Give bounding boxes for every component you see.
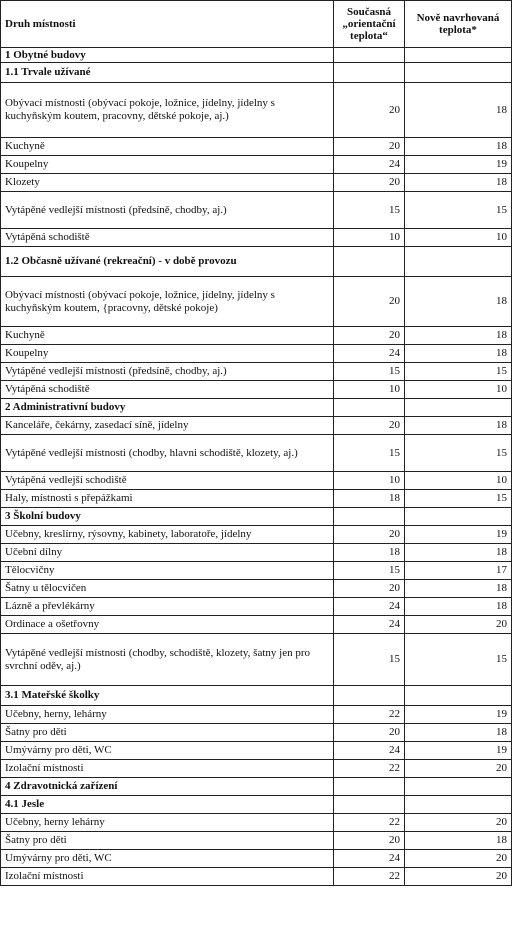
- current-temperature-cell: 15: [334, 562, 405, 580]
- section-title: 4.1 Jesle: [1, 796, 334, 814]
- room-type-cell: Lázně a převlékárny: [1, 598, 334, 616]
- room-type-cell: Šatny pro děti: [1, 724, 334, 742]
- current-temperature-cell: 22: [334, 760, 405, 778]
- table-row: [1, 634, 512, 686]
- room-type-cell: Obývací místnosti (obývací pokoje, ložnice, jídelny, jídelny s kuchyňským koutem, pracovny, dětské pokoje, aj.): [1, 83, 334, 138]
- table-row: [1, 742, 512, 760]
- section-row: [1, 48, 512, 63]
- current-temperature-cell: 10: [334, 472, 405, 490]
- room-type-cell: Vytápěná schodiště: [1, 229, 334, 247]
- room-type-cell: Vytápěné vedlejší místnosti (chodby, hlavni schodiště, klozety, aj.): [1, 435, 334, 472]
- current-temperature-cell: 20: [334, 138, 405, 156]
- proposed-temperature-cell: 20: [405, 814, 512, 832]
- section-row: [1, 63, 512, 83]
- table-row: [1, 327, 512, 345]
- room-type-cell: Umývárny pro děti, WC: [1, 850, 334, 868]
- current-temperature-cell: 20: [334, 724, 405, 742]
- proposed-temperature-cell: [405, 48, 512, 63]
- room-type-cell: Vytápěné vedlejší místnosti (chodby, schodiště, klozety, šatny jen pro svrchní oděv, aj.): [1, 634, 334, 686]
- current-temperature-cell: 20: [334, 277, 405, 327]
- proposed-temperature-cell: 20: [405, 868, 512, 886]
- table-row: [1, 706, 512, 724]
- room-type-cell: Izolační místnosti: [1, 868, 334, 886]
- room-type-cell: Vytápěná vedlejší schodiště: [1, 472, 334, 490]
- current-temperature-cell: 15: [334, 435, 405, 472]
- column-header-room-type: Druh místnosti: [1, 1, 334, 48]
- proposed-temperature-cell: [405, 247, 512, 277]
- table-row: [1, 192, 512, 229]
- current-temperature-cell: 20: [334, 174, 405, 192]
- room-type-cell: Vytápěné vedlejší místnosti (předsíně, chodby, aj.): [1, 363, 334, 381]
- table-row: [1, 472, 512, 490]
- proposed-temperature-cell: 19: [405, 526, 512, 544]
- table-row: [1, 850, 512, 868]
- current-temperature-cell: 24: [334, 156, 405, 174]
- table-row: [1, 83, 512, 138]
- proposed-temperature-cell: 15: [405, 490, 512, 508]
- room-type-cell: Učební dílny: [1, 544, 334, 562]
- room-type-cell: Ordinace a ošetřovny: [1, 616, 334, 634]
- proposed-temperature-cell: 18: [405, 174, 512, 192]
- current-temperature-cell: 18: [334, 490, 405, 508]
- section-title: 3 Školní budovy: [1, 508, 334, 526]
- proposed-temperature-cell: 15: [405, 363, 512, 381]
- proposed-temperature-cell: 18: [405, 832, 512, 850]
- room-type-cell: Obývací místnosti (obývací pokoje, ložnice, jídelny, jídelny s kuchyňským koutem, {pracovny, dětské pokoje): [1, 277, 334, 327]
- proposed-temperature-cell: [405, 63, 512, 83]
- table-row: [1, 345, 512, 363]
- room-type-cell: Koupelny: [1, 345, 334, 363]
- proposed-temperature-cell: 18: [405, 598, 512, 616]
- current-temperature-cell: [334, 508, 405, 526]
- proposed-temperature-cell: 20: [405, 850, 512, 868]
- proposed-temperature-cell: [405, 399, 512, 417]
- proposed-temperature-cell: 15: [405, 634, 512, 686]
- current-temperature-cell: 10: [334, 381, 405, 399]
- proposed-temperature-cell: 10: [405, 381, 512, 399]
- room-type-cell: Šatny pro děti: [1, 832, 334, 850]
- proposed-temperature-cell: 19: [405, 706, 512, 724]
- table-body: [1, 48, 512, 886]
- current-temperature-cell: [334, 796, 405, 814]
- table-row: [1, 562, 512, 580]
- table-row: [1, 724, 512, 742]
- current-temperature-cell: 20: [334, 580, 405, 598]
- room-type-cell: Koupelny: [1, 156, 334, 174]
- current-temperature-cell: 18: [334, 544, 405, 562]
- proposed-temperature-cell: 18: [405, 327, 512, 345]
- table-row: [1, 490, 512, 508]
- table-row: [1, 544, 512, 562]
- proposed-temperature-cell: 20: [405, 760, 512, 778]
- current-temperature-cell: 22: [334, 706, 405, 724]
- current-temperature-cell: 24: [334, 742, 405, 760]
- proposed-temperature-cell: 20: [405, 616, 512, 634]
- current-temperature-cell: [334, 778, 405, 796]
- current-temperature-cell: 10: [334, 229, 405, 247]
- current-temperature-cell: 20: [334, 83, 405, 138]
- table-row: [1, 814, 512, 832]
- section-row: [1, 247, 512, 277]
- table-row: [1, 580, 512, 598]
- current-temperature-cell: 20: [334, 832, 405, 850]
- current-temperature-cell: 22: [334, 814, 405, 832]
- proposed-temperature-cell: [405, 508, 512, 526]
- room-type-cell: Kuchyně: [1, 138, 334, 156]
- current-temperature-cell: 15: [334, 634, 405, 686]
- room-type-cell: Učebny, herny, lehárny: [1, 706, 334, 724]
- current-temperature-cell: 20: [334, 526, 405, 544]
- section-title: 3.1 Mateřské školky: [1, 686, 334, 706]
- section-title: 1.2 Občasně užívané (rekreační) - v době provozu: [1, 247, 334, 277]
- section-title: 4 Zdravotnická zařízení: [1, 778, 334, 796]
- table-row: [1, 229, 512, 247]
- table-row: [1, 598, 512, 616]
- table-row: [1, 138, 512, 156]
- proposed-temperature-cell: 18: [405, 138, 512, 156]
- section-title: 1 Obytné budovy: [1, 48, 334, 63]
- current-temperature-cell: [334, 686, 405, 706]
- current-temperature-cell: 24: [334, 850, 405, 868]
- header-row: [1, 1, 512, 48]
- table-row: [1, 156, 512, 174]
- room-type-cell: Haly, místnosti s přepážkami: [1, 490, 334, 508]
- proposed-temperature-cell: 19: [405, 742, 512, 760]
- proposed-temperature-cell: 18: [405, 417, 512, 435]
- room-type-cell: Učebny, herny lehárny: [1, 814, 334, 832]
- table-row: [1, 381, 512, 399]
- room-type-cell: Kuchyně: [1, 327, 334, 345]
- column-header-proposed-temperature: Nově navrhovaná teplota*: [405, 1, 512, 48]
- current-temperature-cell: [334, 48, 405, 63]
- table-row: [1, 832, 512, 850]
- section-title: 2 Administrativní budovy: [1, 399, 334, 417]
- table-row: [1, 616, 512, 634]
- table-row: [1, 363, 512, 381]
- current-temperature-cell: 22: [334, 868, 405, 886]
- proposed-temperature-cell: 17: [405, 562, 512, 580]
- room-type-cell: Vytápěná schodiště: [1, 381, 334, 399]
- proposed-temperature-cell: [405, 796, 512, 814]
- current-temperature-cell: 15: [334, 363, 405, 381]
- section-row: [1, 686, 512, 706]
- section-row: [1, 796, 512, 814]
- table-row: [1, 435, 512, 472]
- proposed-temperature-cell: 15: [405, 435, 512, 472]
- proposed-temperature-cell: [405, 686, 512, 706]
- table-row: [1, 417, 512, 435]
- section-row: [1, 778, 512, 796]
- proposed-temperature-cell: 10: [405, 472, 512, 490]
- column-header-current-temperature: Současná „orientační teplota“: [334, 1, 405, 48]
- room-type-cell: Šatny u tělocvičen: [1, 580, 334, 598]
- proposed-temperature-cell: 15: [405, 192, 512, 229]
- table-row: [1, 277, 512, 327]
- current-temperature-cell: 24: [334, 345, 405, 363]
- table-row: [1, 760, 512, 778]
- current-temperature-cell: 24: [334, 598, 405, 616]
- table-row: [1, 526, 512, 544]
- room-type-cell: Tělocvičny: [1, 562, 334, 580]
- proposed-temperature-cell: 18: [405, 277, 512, 327]
- room-type-cell: Kanceláře, čekárny, zasedací síně, jídelny: [1, 417, 334, 435]
- section-row: [1, 508, 512, 526]
- room-type-cell: Izolační místnosti: [1, 760, 334, 778]
- proposed-temperature-cell: [405, 778, 512, 796]
- proposed-temperature-cell: 19: [405, 156, 512, 174]
- table-row: [1, 174, 512, 192]
- section-row: [1, 399, 512, 417]
- current-temperature-cell: [334, 63, 405, 83]
- current-temperature-cell: 20: [334, 417, 405, 435]
- current-temperature-cell: 20: [334, 327, 405, 345]
- proposed-temperature-cell: 18: [405, 580, 512, 598]
- room-type-cell: Vytápěné vedlejší místnosti (předsíně, chodby, aj.): [1, 192, 334, 229]
- current-temperature-cell: [334, 399, 405, 417]
- proposed-temperature-cell: 18: [405, 83, 512, 138]
- room-type-cell: Umývárny pro děti, WC: [1, 742, 334, 760]
- current-temperature-cell: 24: [334, 616, 405, 634]
- current-temperature-cell: 15: [334, 192, 405, 229]
- table-row: [1, 868, 512, 886]
- proposed-temperature-cell: 10: [405, 229, 512, 247]
- proposed-temperature-cell: 18: [405, 544, 512, 562]
- room-type-cell: Učebny, kreslírny, rýsovny, kabinety, laboratoře, jídelny: [1, 526, 334, 544]
- room-type-cell: Klozety: [1, 174, 334, 192]
- proposed-temperature-cell: 18: [405, 724, 512, 742]
- section-title: 1.1 Trvale užívané: [1, 63, 334, 83]
- current-temperature-cell: [334, 247, 405, 277]
- proposed-temperature-cell: 18: [405, 345, 512, 363]
